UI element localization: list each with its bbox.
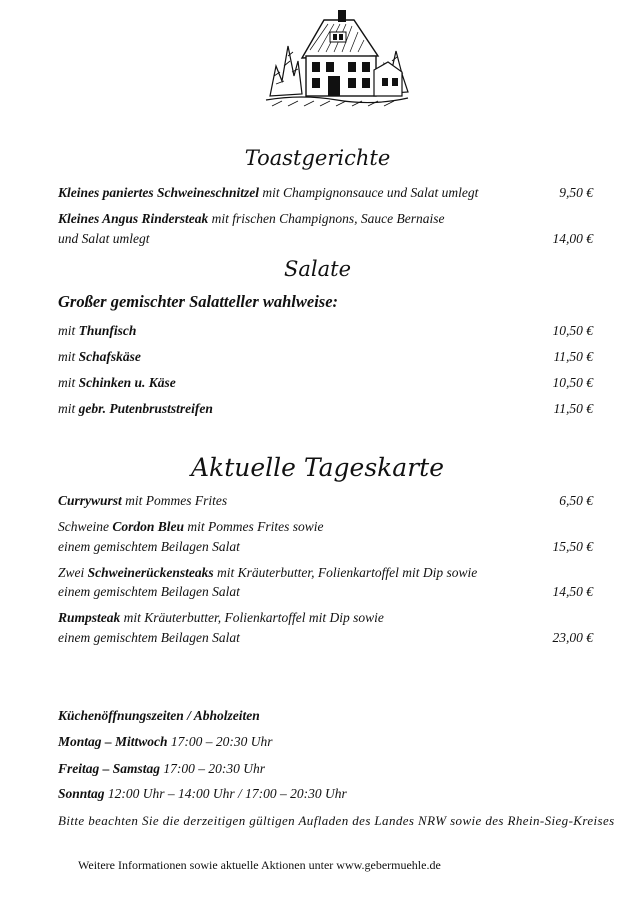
toast-item-1-name: Kleines paniertes Schweineschnitzel xyxy=(58,185,260,200)
salad-item-2-prefix: mit xyxy=(58,349,79,364)
salad-item-4 xyxy=(58,399,598,419)
toast-item-1 xyxy=(58,183,598,203)
tages-item-3-name: Schweinerückensteaks xyxy=(87,565,214,580)
salad-item-1-prefix: mit xyxy=(58,323,79,338)
hours-row-2 xyxy=(58,759,598,779)
hours-row-3-days: Sonntag xyxy=(58,786,105,801)
tages-item-3-line2: einem gemischtem Beilagen Salat xyxy=(58,584,240,599)
tages-heading: Aktuelle Tageskarte xyxy=(191,453,444,482)
salad-item-3-price: 10,50 € xyxy=(552,375,593,390)
tages-item-2-desc: mit Pommes Frites sowie xyxy=(184,519,324,534)
tages-item-1-price: 6,50 € xyxy=(559,493,593,508)
hours-title: Küchenöffnungszeiten / Abholzeiten xyxy=(58,708,260,723)
toast-item-1-price: 9,50 € xyxy=(559,185,593,200)
salad-item-2 xyxy=(58,347,598,367)
tages-item-1-name: Currywurst xyxy=(58,493,122,508)
salad-item-4-price: 11,50 € xyxy=(553,401,593,416)
salate-subtitle: Großer gemischter Salatteller wahlweise: xyxy=(58,292,339,311)
salate-heading: Salate xyxy=(283,257,351,281)
tages-item-3-price: 14,50 € xyxy=(552,584,593,599)
salad-item-3 xyxy=(58,373,598,393)
tages-item-2-price: 15,50 € xyxy=(552,539,593,554)
tages-item-4-price: 23,00 € xyxy=(552,630,593,645)
hours-row-3-times: 12:00 Uhr – 14:00 Uhr / 17:00 – 20:30 Uhr xyxy=(104,786,347,801)
toast-item-2 xyxy=(58,209,598,229)
toast-item-2-desc: mit frischen Champignons, Sauce Bernaise xyxy=(208,211,445,226)
regulations-note: Bitte beachten Sie die derzeitigen gültigen Aufladen des Landes NRW sowie des Rhein-Sieg-Kreises xyxy=(58,813,615,828)
salad-item-3-prefix: mit xyxy=(58,375,79,390)
toast-item-2-price: 14,00 € xyxy=(552,231,593,246)
salad-item-1 xyxy=(58,321,598,341)
salad-item-2-name: Schafskäse xyxy=(78,349,141,364)
toast-item-2-line2: und Salat umlegt xyxy=(58,231,150,246)
hours-row-1-days: Montag – Mittwoch xyxy=(58,734,168,749)
footer-info: Weitere Informationen sowie aktuelle Aktionen unter www.gebermuehle.de xyxy=(78,858,441,872)
salad-item-3-name: Schinken u. Käse xyxy=(78,375,176,390)
hours-row-1 xyxy=(58,732,598,752)
tages-item-3 xyxy=(58,563,598,583)
mill-house-logo xyxy=(262,6,412,110)
tages-item-2-line2: einem gemischtem Beilagen Salat xyxy=(58,539,240,554)
hours-row-2-days: Freitag – Samstag xyxy=(58,761,161,776)
tages-item-4 xyxy=(58,608,598,628)
tages-item-3-pre: Zwei xyxy=(58,565,88,580)
hours-row-3 xyxy=(58,784,598,804)
tages-item-2-pre: Schweine xyxy=(58,519,113,534)
salad-item-4-prefix: mit xyxy=(58,401,79,416)
tages-item-3-desc: mit Kräuterbutter, Folienkartoffel mit Dip sowie xyxy=(213,565,478,580)
salad-item-2-price: 11,50 € xyxy=(553,349,593,364)
salad-item-1-name: Thunfisch xyxy=(78,323,137,338)
toast-heading: Toastgerichte xyxy=(244,146,391,170)
tages-item-1 xyxy=(58,491,598,511)
tages-item-4-desc: mit Kräuterbutter, Folienkartoffel mit Dip sowie xyxy=(120,610,384,625)
tages-item-4-name: Rumpsteak xyxy=(58,610,121,625)
salad-item-1-price: 10,50 € xyxy=(552,323,593,338)
tages-item-4-line2: einem gemischtem Beilagen Salat xyxy=(58,630,240,645)
tages-item-2-name: Cordon Bleu xyxy=(112,519,185,534)
salad-item-4-name: gebr. Putenbruststreifen xyxy=(78,401,213,416)
hours-row-2-times: 17:00 – 20:30 Uhr xyxy=(160,761,266,776)
tages-item-2 xyxy=(58,517,598,537)
toast-item-1-desc: mit Champignonsauce und Salat umlegt xyxy=(259,185,479,200)
hours-row-1-times: 17:00 – 20:30 Uhr xyxy=(167,734,273,749)
toast-item-2-name: Kleines Angus Rindersteak xyxy=(58,211,209,226)
tages-item-1-desc: mit Pommes Frites xyxy=(121,493,228,508)
